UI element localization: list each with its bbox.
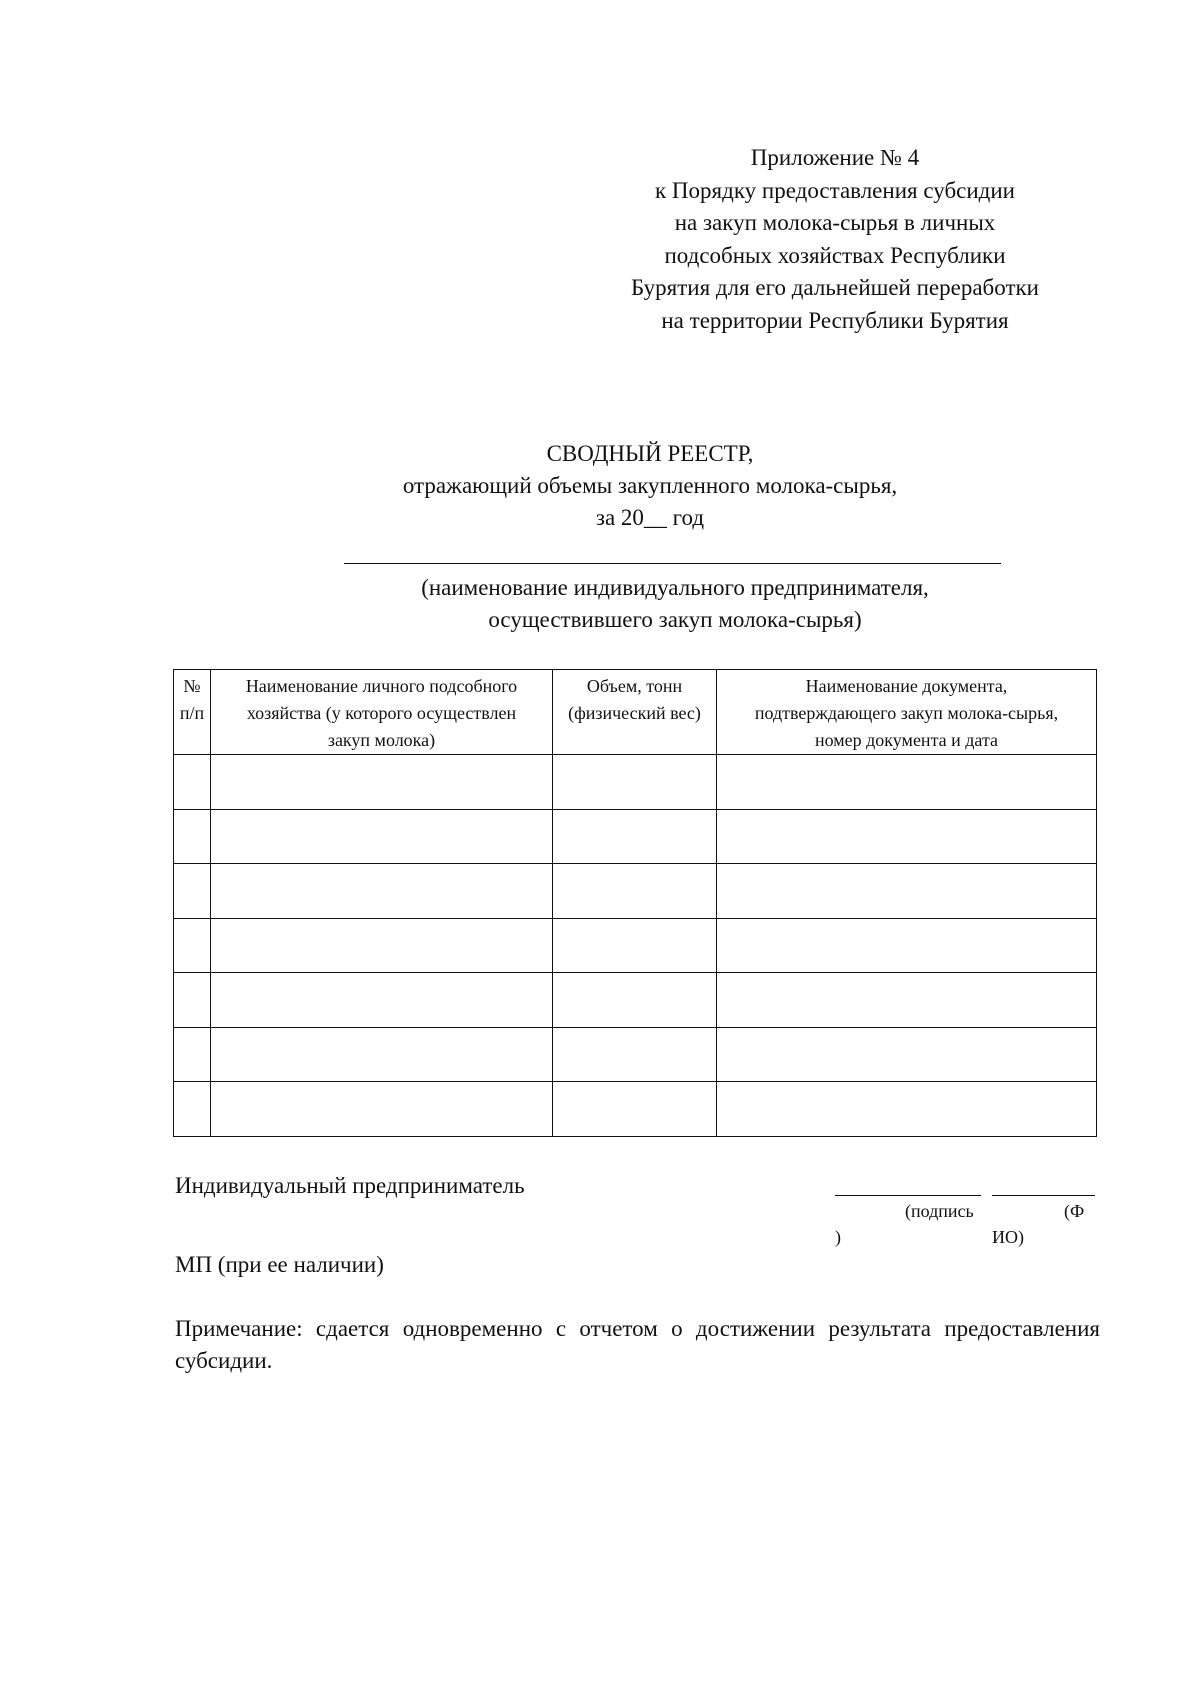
appendix-line: подсобных хозяйствах Республики — [664, 242, 1006, 268]
registry-table — [173, 669, 1097, 1137]
appendix-line: на территории Республики Бурятия — [661, 307, 1009, 333]
table-row — [174, 1027, 1097, 1082]
table-cell[interactable] — [717, 918, 1097, 973]
full-name-caption-start: (Ф — [1064, 1201, 1085, 1221]
table-cell[interactable] — [211, 809, 553, 864]
table-cell[interactable] — [211, 864, 553, 919]
signature-line[interactable] — [835, 1195, 981, 1196]
table-cell[interactable] — [553, 918, 717, 973]
table-row — [174, 864, 1097, 919]
table-cell[interactable] — [211, 1027, 553, 1082]
table-cell[interactable] — [211, 1082, 553, 1137]
table-header-row — [174, 670, 1097, 755]
signature-caption: (подпись — [905, 1201, 974, 1221]
title-main: СВОДНЫЙ РЕЕСТР, — [546, 441, 754, 466]
stamp-label: МП (при ее наличии) — [175, 1252, 384, 1277]
table-cell[interactable] — [553, 809, 717, 864]
table-row — [174, 918, 1097, 973]
table-cell[interactable] — [717, 1082, 1097, 1137]
table-cell[interactable] — [174, 973, 211, 1028]
column-header-document: Наименование документа, подтверждающего закуп молока-сырья, номер документа и дата — [717, 670, 1097, 755]
table-cell[interactable] — [553, 755, 717, 810]
caption-line: осуществившего закуп молока-сырья) — [488, 607, 862, 632]
full-name-line[interactable] — [992, 1195, 1095, 1196]
table-row — [174, 809, 1097, 864]
table-cell[interactable] — [174, 809, 211, 864]
table-cell[interactable] — [553, 973, 717, 1028]
table-cell[interactable] — [174, 1082, 211, 1137]
appendix-line: Бурятия для его дальнейшей переработки — [631, 275, 1039, 300]
table-cell[interactable] — [211, 918, 553, 973]
entrepreneur-name-caption — [300, 572, 1050, 636]
document-title — [300, 438, 1000, 534]
title-year: за 20__ год — [595, 505, 705, 530]
appendix-header — [600, 142, 1070, 337]
table-cell[interactable] — [717, 755, 1097, 810]
table-cell[interactable] — [174, 755, 211, 810]
table-cell[interactable] — [553, 1027, 717, 1082]
title-subtitle: отражающий объемы закупленного молока-сырья, — [402, 473, 898, 498]
caption-line: (наименование индивидуального предпринимателя, — [421, 575, 929, 600]
table-cell[interactable] — [717, 864, 1097, 919]
table-cell[interactable] — [717, 1027, 1097, 1082]
entrepreneur-label: Индивидуальный предприниматель — [175, 1173, 525, 1198]
table-cell[interactable] — [717, 809, 1097, 864]
entrepreneur-name-line[interactable] — [344, 563, 1001, 564]
table-cell[interactable] — [174, 864, 211, 919]
table-row — [174, 1082, 1097, 1137]
appendix-line: на закуп молока-сырья в личных — [674, 210, 996, 235]
signature-caption-end: ) — [835, 1227, 841, 1247]
table-cell[interactable] — [717, 973, 1097, 1028]
table-cell[interactable] — [553, 864, 717, 919]
table-cell[interactable] — [174, 918, 211, 973]
column-header-number: № п/п — [174, 670, 211, 755]
column-header-farm-name: Наименование личного подсобного хозяйства (у которого осуществлен закуп молока) — [211, 670, 553, 755]
table-cell[interactable] — [211, 973, 553, 1028]
table-cell[interactable] — [174, 1027, 211, 1082]
note-text: Примечание: сдается одновременно с отчетом о достижении результата предоставления субсидии. — [175, 1316, 1100, 1373]
appendix-line: к Порядку предоставления субсидии — [655, 177, 1015, 203]
table-cell[interactable] — [211, 755, 553, 810]
table-row — [174, 973, 1097, 1028]
table-cell[interactable] — [553, 1082, 717, 1137]
appendix-line: Приложение № 4 — [750, 145, 920, 170]
column-header-volume: Объем, тонн (физический вес) — [553, 670, 717, 755]
table-row — [174, 755, 1097, 810]
full-name-caption-end: ИО) — [992, 1227, 1024, 1247]
